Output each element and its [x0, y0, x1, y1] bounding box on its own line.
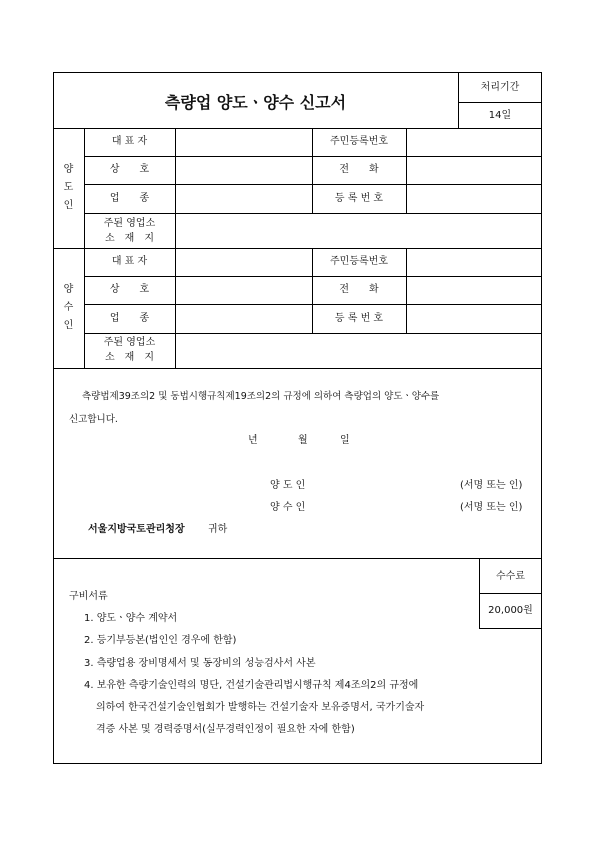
document-item-1: 1. 양도ㆍ양수 계약서 — [84, 613, 178, 624]
declaration-statement-line1: 측량법제39조의2 및 동법시행규칙제19조의2의 규정에 의하여 측량업의 양도ㆍ양수를 — [82, 391, 440, 402]
signer-transferee-label: 양 수 인 — [270, 502, 306, 513]
transferee-representative-label: 대 표 자 — [111, 256, 148, 267]
document-item-2: 2. 등기부등본(법인인 경우에 한함) — [84, 635, 237, 646]
header-divider-horizontal — [458, 102, 542, 103]
transferee-section-label-3: 인 — [63, 320, 74, 331]
grid-hline — [84, 276, 542, 277]
document-item-3: 3. 측량업용 장비명세서 및 동장비의 성능검사서 사본 — [84, 658, 316, 669]
transferor-phone-label: 전 화 — [339, 164, 379, 175]
header-bottom-line — [53, 128, 542, 129]
form-title: 측량업 양도ㆍ양수 신고서 — [164, 93, 347, 112]
fee-value: 20,000원 — [488, 605, 533, 616]
recipient-suffix: 귀하 — [208, 524, 228, 535]
transferee-phone-label: 전 화 — [339, 284, 379, 295]
grid-hline-table-bottom — [53, 368, 542, 369]
transferee-business-type-label: 업 종 — [109, 313, 150, 324]
documents-heading: 구비서류 — [69, 591, 108, 602]
date-month-label: 월 — [298, 435, 308, 446]
transferor-resident-number-label: 주민등록번호 — [330, 136, 388, 147]
fee-box-bottom — [479, 628, 542, 629]
grid-hline-section-divider — [53, 248, 542, 249]
signer-transferor-label: 양 도 인 — [270, 480, 306, 491]
grid-hline — [84, 156, 542, 157]
transferee-main-office-label: 주된 영업소 — [103, 337, 156, 348]
processing-period-label: 처리기간 — [480, 82, 520, 93]
grid-hline — [84, 213, 542, 214]
grid-hline — [84, 184, 542, 185]
documents-top-line — [53, 558, 542, 559]
signer-transferee-signature: (서명 또는 인) — [460, 502, 523, 513]
date-day-label: 일 — [340, 435, 350, 446]
document-item-4-line2: 의하여 한국건설기술인협회가 발행하는 건설기술자 보유증명서, 국가기술자 — [96, 702, 425, 713]
grid-hline — [84, 304, 542, 305]
date-year-label: 년 — [248, 435, 258, 446]
fee-box-mid — [479, 593, 542, 594]
transferor-section-label-3: 인 — [63, 200, 74, 211]
document-item-4-line3: 격증 사본 및 경력증명서(실무경력인정이 필요한 자에 한함) — [96, 724, 355, 735]
transferor-representative-label: 대 표 자 — [111, 136, 148, 147]
transferor-section-label-1: 양 — [63, 164, 74, 175]
grid-hline — [84, 333, 542, 334]
transferor-section-label-2: 도 — [63, 182, 74, 193]
processing-period-value: 14일 — [488, 110, 512, 121]
fee-label: 수수료 — [496, 571, 525, 582]
transferor-trade-name-label: 상 호 — [109, 164, 150, 175]
declaration-statement-line2: 신고합니다. — [69, 414, 118, 425]
grid-vline-transferor-right — [406, 128, 407, 213]
transferee-trade-name-label: 상 호 — [109, 284, 150, 295]
transferor-business-type-label: 업 종 — [109, 193, 150, 204]
transferor-registration-number-label: 등 록 번 호 — [334, 193, 384, 204]
transferee-section-label-1: 양 — [63, 284, 74, 295]
recipient-name: 서울지방국토관리청장 — [88, 524, 185, 535]
transferee-main-office-label-2: 소 재 지 — [105, 352, 154, 363]
document-item-4-line1: 4. 보유한 측량기술인력의 명단, 건설기술관리법시행규칙 제4조의2의 규정에 — [84, 680, 419, 691]
transferee-resident-number-label: 주민등록번호 — [330, 256, 388, 267]
grid-vline-transferee-right — [406, 248, 407, 333]
transferor-main-office-label: 주된 영업소 — [103, 218, 156, 229]
transferee-registration-number-label: 등 록 번 호 — [334, 313, 384, 324]
transferee-section-label-2: 수 — [63, 302, 74, 313]
transferor-main-office-label-2: 소 재 지 — [105, 233, 154, 244]
signer-transferor-signature: (서명 또는 인) — [460, 480, 523, 491]
